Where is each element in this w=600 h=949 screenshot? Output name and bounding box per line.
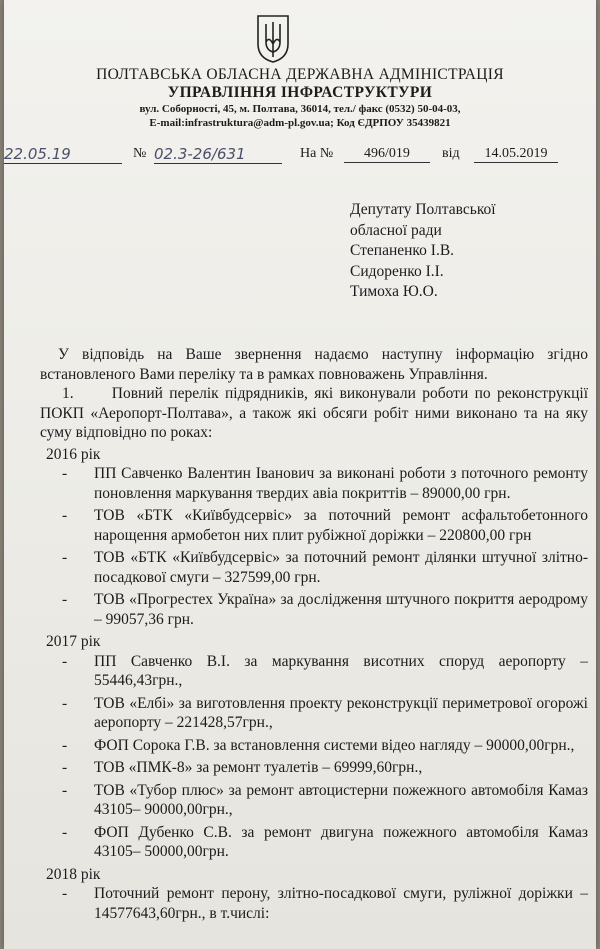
addressee-line: Степаненко І.В.	[350, 242, 455, 260]
reference-number: 496/019	[344, 146, 430, 163]
list-item-text: ФОП Сорока Г.В. за встановлення системи відео нагляду – 90000,00грн.,	[94, 736, 575, 754]
year-2017-heading: 2017 рік	[46, 633, 101, 650]
list-item-text: ТОВ «Елбі» за виготовлення проекту реконструкції периметрової огорожі аеропорту – 221428,57грн.,	[94, 694, 588, 731]
list-item	[40, 823, 588, 862]
list-item	[40, 548, 588, 587]
reference-date-label: від	[442, 146, 460, 161]
list-item-text: ТОВ «БТК «Київбудсервіс» за поточний ремонт ділянки штучної злітно-посадкової смуги – 327599,00 грн.	[94, 549, 588, 586]
list-dash: -	[62, 507, 68, 524]
coat-of-arms-icon	[256, 14, 290, 64]
list-item-text: ФОП Дубенко С.В. за ремонт двигуна пожежного автомобіля Камаз 43105– 50000,00грн.	[94, 823, 588, 860]
reference-date: 14.05.2019	[474, 146, 558, 163]
outgoing-number-label: №	[133, 146, 147, 161]
list-item	[40, 694, 588, 733]
list-item-text: ТОВ «Тубор плюс» за ремонт автоцистерни пожежного автомобіля Камаз 43105– 90000,00грн.,	[94, 781, 588, 818]
list-item-text: ТОВ «БТК «Київбудсервіс» за поточний ремонт асфальтобетонного нарощення армобетон них плит рубіжної доріжки – 220800,00 грн	[94, 507, 588, 544]
year-2018-heading: 2018 рік	[46, 865, 101, 883]
reference-label: На №	[300, 146, 334, 161]
list-item	[40, 758, 588, 778]
addressee-line: Сидоренко І.І.	[350, 262, 444, 280]
list-item	[40, 736, 588, 756]
list-dash: -	[62, 885, 68, 902]
list-item	[40, 652, 588, 691]
document-page	[4, 0, 596, 949]
outgoing-number: 02.3-26/631	[154, 145, 282, 164]
list-dash: -	[62, 823, 68, 841]
list-item-text: Поточний ремонт перону, злітно-посадкової смуги, руліжної доріжки – 14577643,60грн., в т.числі:	[94, 885, 588, 922]
list-dash: -	[62, 549, 68, 566]
outgoing-date: 22.05.19	[4, 145, 122, 164]
list-item	[40, 464, 588, 503]
intro-paragraph: У відповідь на Ваше звернення надаємо наступну інформацію згідно встановленого Вами переліку та в рамках повноважень Управління.	[40, 346, 588, 383]
list-item	[40, 590, 588, 629]
list-dash: -	[62, 736, 68, 754]
list-dash: -	[62, 781, 68, 799]
list-item-text: ТОВ «ПМК-8» за ремонт туалетів – 69999,60грн.,	[94, 759, 423, 776]
list-item	[40, 506, 588, 545]
addressee-line: Тимоха Ю.О.	[350, 283, 438, 301]
list-item-text: ТОВ «Прогрестех Україна» за дослідження штучного покриття аеродрому – 99057,36 грн.	[94, 591, 588, 628]
list-item-text: ПП Савченко В.І. за маркування висотних споруд аеропорту – 55446,43грн.,	[94, 652, 588, 689]
list-dash: -	[62, 652, 68, 670]
org-department: УПРАВЛІННЯ ІНФРАСТРУКТУРИ	[167, 84, 433, 101]
letter-body	[40, 345, 592, 926]
point-1-paragraph: 1. Повний перелік підрядників, які виконували роботи по реконструкції ПОКП «Аеропорт-Полтава», а також які обсяги робіт ними виконано та на яку суму відповідно по роках:	[40, 385, 592, 441]
addressee-line: обласної ради	[350, 221, 442, 239]
registration-line	[4, 146, 596, 168]
list-dash: -	[62, 759, 68, 776]
list-item-text: ПП Савченко Валентин Іванович за виконані роботи з поточного ремонту поновлення маркування твердих авіа покриттів – 89000,00 грн.	[94, 465, 588, 502]
addressee-line: Депутату Полтавської	[350, 201, 496, 218]
org-name: ПОЛТАВСЬКА ОБЛАСНА ДЕРЖАВНА АДМІНІСТРАЦІЯ	[96, 66, 504, 83]
org-contacts: E-mail:infrastruktura@adm-pl.gov.ua; Код ЄДРПОУ 35439821	[149, 117, 451, 129]
list-dash: -	[62, 694, 68, 712]
addressee-block	[350, 200, 496, 303]
year-2016-heading: 2016 рік	[46, 445, 101, 463]
list-item	[40, 884, 588, 923]
list-dash: -	[62, 465, 68, 482]
list-dash: -	[62, 591, 68, 608]
list-item	[40, 781, 588, 820]
org-address: вул. Соборності, 45, м. Полтава, 36014, тел./ факс (0532) 50-04-03,	[139, 103, 461, 115]
